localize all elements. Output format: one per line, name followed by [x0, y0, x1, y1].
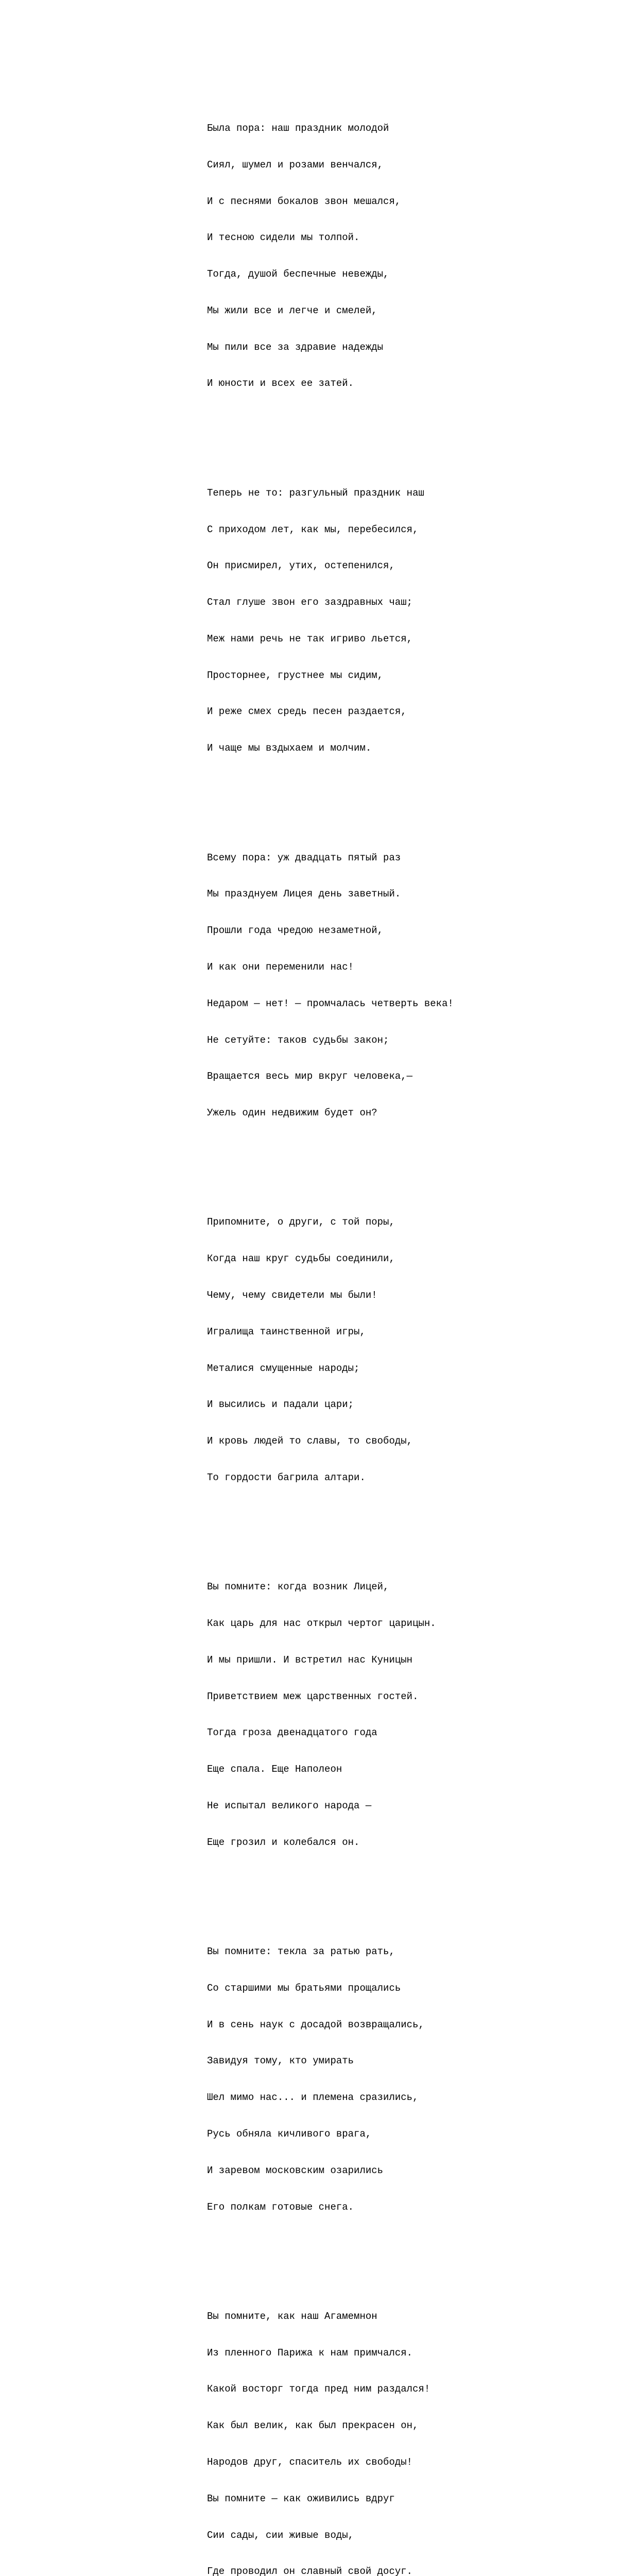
- poem-line: Вы помните — как оживились вдруг: [207, 2493, 395, 2504]
- poem-line: Со старшими мы братьями прощались: [207, 1982, 401, 1994]
- poem-line: Еще спала. Еще Наполеон: [207, 1764, 342, 1775]
- poem-line: Приветствием меж царственных гостей.: [207, 1690, 419, 1702]
- poem-line: И в сень наук с досадой возвращались,: [207, 2019, 424, 2030]
- poem-line: Стал глуше звон его заздравных чаш;: [207, 597, 413, 608]
- poem-line: Народов друг, спаситель их свободы!: [207, 2456, 413, 2468]
- stanza-2: [207, 463, 454, 779]
- poem-line: Вы помните, как наш Агамемнон: [207, 2310, 377, 2322]
- poem-line: Просторнее, грустнее мы сидим,: [207, 669, 384, 681]
- poem-line: Мы празднуем Лицея день заветный.: [207, 888, 401, 900]
- poem-line: И тесною сидели мы толпой.: [207, 232, 360, 244]
- poem-line: Сиял, шумел и розами венчался,: [207, 159, 384, 171]
- poem-line: Тогда гроза двенадцатого года: [207, 1727, 377, 1739]
- poem-line: Игралища таинственной игры,: [207, 1326, 366, 1337]
- poem-line: И кровь людей то славы, то свободы,: [207, 1435, 413, 1447]
- poem-line: Из пленного Парижа к нам примчался.: [207, 2347, 413, 2359]
- poem-line: Металися смущенные народы;: [207, 1362, 360, 1374]
- poem-line: Была пора: наш праздник молодой: [207, 122, 389, 134]
- poem-line: И с песнями бокалов звон мешался,: [207, 195, 401, 207]
- poem-line: Шел мимо нас... и племена сразились,: [207, 2092, 419, 2104]
- poem-line: Теперь не то: разгульный праздник наш: [207, 487, 424, 499]
- poem-line: Еще грозил и колебался он.: [207, 1836, 360, 1848]
- poem-line: Сии сады, сии живые воды,: [207, 2529, 354, 2541]
- poem-line: С приходом лет, как мы, перебесился,: [207, 523, 419, 535]
- poem-line: И высились и падали цари;: [207, 1399, 354, 1411]
- poem-line: Его полкам готовые снега.: [207, 2201, 354, 2213]
- poem-line: И чаще мы вздыхаем и молчим.: [207, 742, 372, 754]
- poem-line: Как царь для нас открыл чертог царицын.: [207, 1618, 436, 1629]
- poem-line: И заревом московским озарились: [207, 2164, 384, 2176]
- poem-line: Завидуя тому, кто умирать: [207, 2055, 354, 2067]
- poem-line: Где проводил он славный свой досуг.: [207, 2566, 413, 2576]
- stanza-4: [207, 1192, 454, 1508]
- poem-line: И реже смех средь песен раздается,: [207, 706, 407, 718]
- poem-line: Вы помните: текла за ратью рать,: [207, 1946, 395, 1958]
- stanza-3: [207, 827, 454, 1143]
- poem-line: Недаром — нет! — промчалась четверть века!: [207, 997, 454, 1009]
- poem-text: [207, 62, 454, 2576]
- poem-line: Мы пили все за здравие надежды: [207, 341, 384, 353]
- poem-line: И мы пришли. И встретил нас Куницын: [207, 1654, 413, 1666]
- poem-line: Не сетуйте: таков судьбы закон;: [207, 1034, 389, 1046]
- poem-line: Чему, чему свидетели мы были!: [207, 1289, 377, 1301]
- stanza-5: [207, 1557, 454, 1873]
- stanza-7: [207, 2286, 454, 2576]
- stanza-1: [207, 98, 454, 414]
- poem-line: Всему пора: уж двадцать пятый раз: [207, 852, 401, 863]
- poem-line: Меж нами речь не так игриво льется,: [207, 633, 413, 645]
- poem-line: Как был велик, как был прекрасен он,: [207, 2420, 419, 2432]
- poem-line: Прошли года чредою незаметной,: [207, 925, 384, 937]
- poem-line: Какой восторг тогда пред ним раздался!: [207, 2383, 430, 2395]
- poem-line: Мы жили все и легче и смелей,: [207, 304, 377, 316]
- poem-line: То гордости багрила алтари.: [207, 1471, 366, 1483]
- poem-line: И как они переменили нас!: [207, 961, 354, 973]
- poem-line: Когда наш круг судьбы соединили,: [207, 1253, 395, 1265]
- poem-line: Не испытал великого народа —: [207, 1800, 372, 1811]
- poem-line: Вы помните: когда возник Лицей,: [207, 1581, 389, 1593]
- poem-line: Вращается весь мир вкруг человека,—: [207, 1071, 413, 1082]
- poem-line: И юности и всех ее затей.: [207, 378, 354, 389]
- poem-line: Ужель один недвижим будет он?: [207, 1107, 377, 1119]
- poem-line: Припомните, о други, с той поры,: [207, 1216, 395, 1228]
- poem-line: Тогда, душой беспечные невежды,: [207, 268, 389, 280]
- poem-line: Русь обняла кичливого врага,: [207, 2128, 372, 2140]
- stanza-6: [207, 1922, 454, 2238]
- poem-line: Он присмирел, утих, остепенился,: [207, 560, 395, 572]
